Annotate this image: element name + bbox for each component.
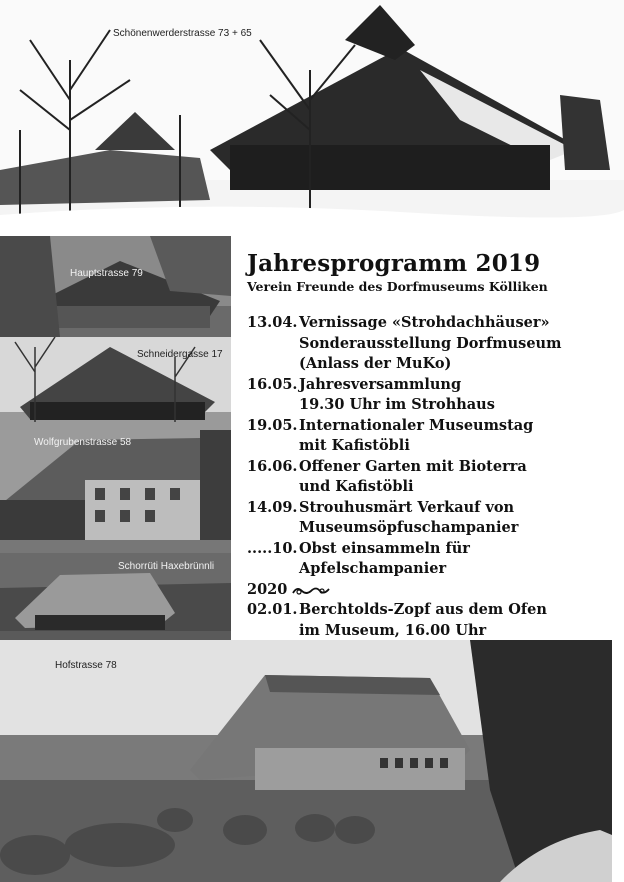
program-entry [247,313,619,375]
caption-schneidergasse: Schneidergasse 17 [137,349,223,360]
entry-line: Strouhusmärt Verkauf von [299,498,515,516]
program-entry [247,457,619,498]
entry-line: Jahresversammlung [299,375,462,393]
program-entry [247,600,619,641]
page-subtitle: Verein Freunde des Dorfmuseums Kölliken [247,279,548,294]
entry-date: 02.01. [247,601,298,618]
entry-line: und Kafistöbli [299,478,414,495]
photo-hauptstrasse [0,236,231,337]
caption-wolfgrubenstrasse: Wolfgrubenstrasse 58 [34,437,132,448]
caption-schorruti: Schorrüti Haxebrünnli [118,561,215,572]
entry-date: 16.05. [247,375,298,393]
caption-hauptstrasse: Hauptstrasse 79 [70,268,143,279]
photo-wolfgrubenstrasse [0,430,231,553]
entry-line: mit Kafistöbli [299,437,410,454]
year-heading [247,580,619,601]
entry-date: 13.04. [247,314,298,331]
caption-hofstrasse: Hofstrasse 78 [55,660,117,671]
program-list [247,313,619,641]
entry-date: 19.05. [247,416,298,434]
entry-line: Berchtolds-Zopf aus dem Ofen [299,601,547,618]
year-label: 2020 [247,580,288,598]
page-title: Jahresprogramm 2019 [247,250,541,277]
program-entry [247,539,619,580]
entry-line: Obst einsammeln für [299,539,470,557]
entry-line: 19.30 Uhr im Strohhaus [299,396,495,413]
entry-line: Vernissage «Strohdachhäuser» [299,314,550,331]
entry-date: .....10. [247,539,298,557]
program-entry [247,498,619,539]
entry-line: Internationaler Museumstag [299,416,534,434]
entry-date: 16.06. [247,457,298,475]
entry-line: Museumsöpfuschampanier [299,519,519,536]
entry-line: Apfelschampanier [299,560,447,577]
entry-date: 14.09. [247,498,298,516]
entry-line: Sonderausstellung Dorfmuseum [299,334,562,352]
photo-hofstrasse [0,640,612,882]
entry-line: im Museum, 16.00 Uhr [299,621,487,639]
entry-line: Offener Garten mit Bioterra [299,457,527,475]
program-entry [247,416,619,457]
photo-schoenenwerderstrasse [0,0,624,236]
caption-schoenenwerderstrasse: Schönenwerderstrasse 73 + 65 [113,28,252,39]
entry-line: (Anlass der MuKo) [299,355,452,372]
program-entry [247,375,619,416]
